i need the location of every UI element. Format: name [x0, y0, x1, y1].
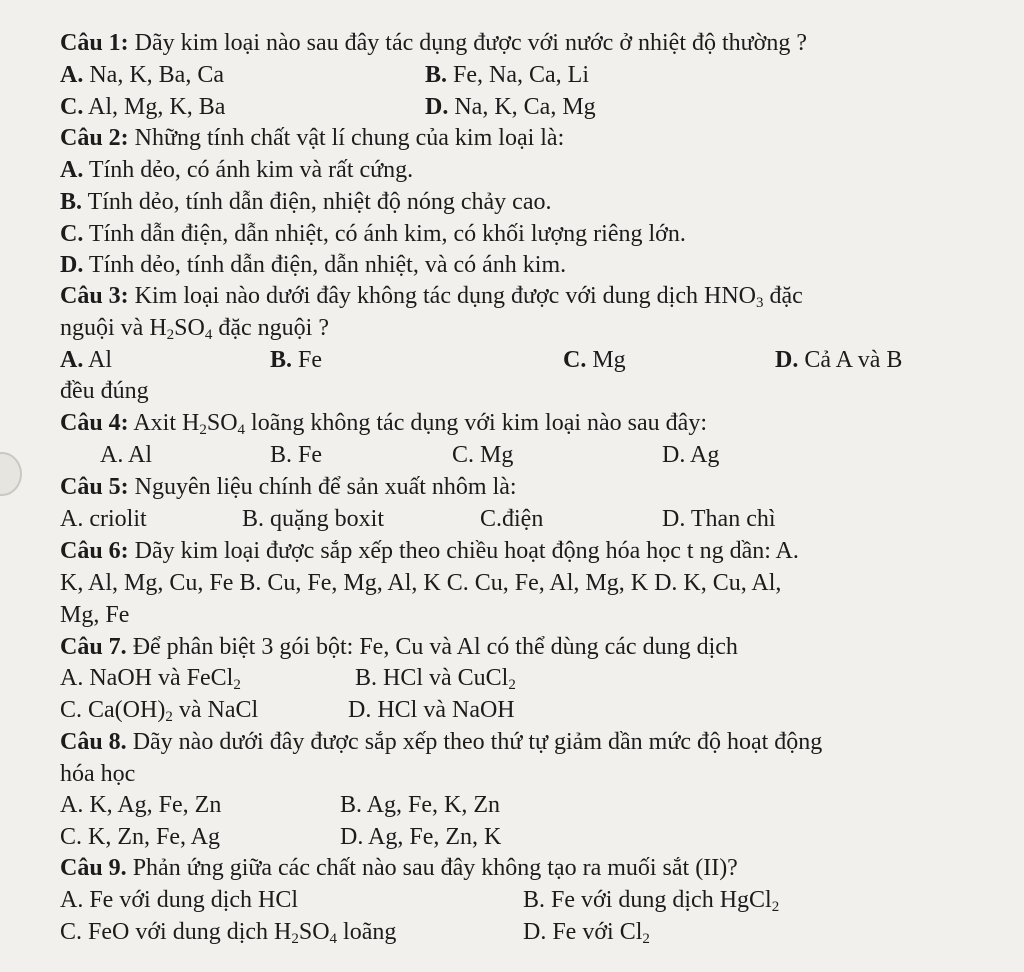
question-5-option-d: D. Than chì — [662, 506, 776, 532]
question-2-text: Những tính chất vật lí chung của kim loại là: — [128, 125, 565, 151]
question-5-option-b: B. quặng boxit — [242, 506, 384, 532]
question-9-option-c: C. FeO với dung dịch $H_2SO_4$ loãng — [60, 919, 397, 947]
question-6-line-1: Câu 6: Dãy kim loại được sắp xếp theo chiều hoạt động hóa học t ng dần: A. — [60, 538, 799, 564]
question-8-line-1: Câu 8. Dãy nào dưới đây được sắp xếp theo thứ tự giảm dần mức độ hoạt động — [60, 729, 823, 755]
question-7-option-a: A. NaOH và FeCl$_2$ — [60, 665, 241, 693]
question-2-option-c: C. Tính dẫn điện, dẫn nhiệt, có ánh kim, có khối lượng riêng lớn. — [60, 221, 686, 247]
question-5-label: Câu 5: — [60, 474, 129, 500]
page-edge-mark — [0, 452, 22, 496]
question-4-option-b: B. Fe — [270, 442, 323, 468]
question-5-option-a: A. criolit — [60, 506, 147, 532]
question-3-option-a: A. Al — [60, 347, 113, 373]
question-4-label: Câu 4: — [60, 410, 129, 436]
question-5-stem: Câu 5: Nguyên liệu chính để sản xuất nhôm là: — [60, 474, 517, 500]
question-1-text: Dãy kim loại nào sau đây tác dụng được với nước ở nhiệt độ thường ? — [128, 30, 808, 56]
question-3-stem-line-2: nguội và $H_2SO_4$ đặc nguội ? — [60, 315, 329, 343]
question-7-stem: Câu 7. Để phân biệt 3 gói bột: Fe, Cu và Al có thể dùng các dung dịch — [60, 634, 738, 660]
question-3-stem-line-1: Câu 3: Kim loại nào dưới đây không tác dụng được với dung dịch $HNO_3$ đặc — [60, 283, 803, 311]
question-3-option-d: D. Cả A và B — [775, 347, 903, 373]
question-6-label: Câu 6: — [60, 538, 129, 564]
question-9-option-d: D. Fe với $Cl_2$ — [523, 919, 650, 947]
question-4-stem: Câu 4: Axit $H_2SO_4$ loãng không tác dụng với kim loại nào sau đây: — [60, 410, 707, 438]
question-6-line-3: Mg, Fe — [60, 602, 130, 628]
question-8-label: Câu 8. — [60, 729, 127, 755]
question-7-option-d: D. HCl và NaOH — [348, 697, 515, 723]
question-1-option-c: C. Al, Mg, K, Ba — [60, 94, 226, 120]
question-4-option-a: A. Al — [100, 442, 153, 468]
question-1-option-d: D. Na, K, Ca, Mg — [425, 94, 596, 120]
question-9-option-b: B. Fe với dung dịch HgCl$_2$ — [523, 887, 780, 915]
question-2-label: Câu 2: — [60, 125, 129, 151]
question-1-option-b: B. Fe, Na, Ca, Li — [425, 62, 589, 88]
question-4-option-c: C. Mg — [452, 442, 514, 468]
question-1-stem — [60, 28, 807, 58]
question-3-option-c: C. Mg — [563, 347, 626, 373]
question-5-option-c: C.điện — [480, 506, 544, 532]
question-3-option-b: B. Fe — [270, 347, 323, 373]
question-4-option-d: D. Ag — [662, 442, 720, 468]
question-8-line-2: hóa học — [60, 761, 136, 787]
question-1-label: Câu 1: — [60, 30, 129, 56]
question-3-label: Câu 3: — [60, 283, 129, 309]
question-9-stem: Câu 9. Phản ứng giữa các chất nào sau đây không tạo ra muối sắt (II)? — [60, 855, 738, 881]
question-7-option-c: C. $Ca(OH)_2$ và NaCl — [60, 697, 259, 725]
question-6-line-2: K, Al, Mg, Cu, Fe B. Cu, Fe, Mg, Al, K C. Cu, Fe, Al, Mg, K D. K, Cu, Al, — [60, 570, 782, 596]
question-2-stem — [60, 123, 564, 153]
question-2-option-d: D. Tính dẻo, tính dẫn điện, dẫn nhiệt, và có ánh kim. — [60, 252, 567, 278]
question-1-option-a: A. Na, K, Ba, Ca — [60, 62, 224, 88]
question-9-option-a: A. Fe với dung dịch HCl — [60, 887, 299, 913]
question-7-label: Câu 7. — [60, 634, 127, 660]
question-2-option-b: B. Tính dẻo, tính dẫn điện, nhiệt độ nóng chảy cao. — [60, 189, 552, 215]
question-2-option-a: A. Tính dẻo, có ánh kim và rất cứng. — [60, 157, 414, 183]
question-8-option-b: B. Ag, Fe, K, Zn — [340, 792, 501, 818]
question-8-option-c: C. K, Zn, Fe, Ag — [60, 824, 221, 850]
question-3-option-d-continued: đều đúng — [60, 378, 149, 404]
question-8-option-d: D. Ag, Fe, Zn, K — [340, 824, 502, 850]
question-7-option-b: B. HCl và CuCl$_2$ — [355, 665, 516, 693]
question-9-label: Câu 9. — [60, 855, 127, 881]
question-8-option-a: A. K, Ag, Fe, Zn — [60, 792, 222, 818]
